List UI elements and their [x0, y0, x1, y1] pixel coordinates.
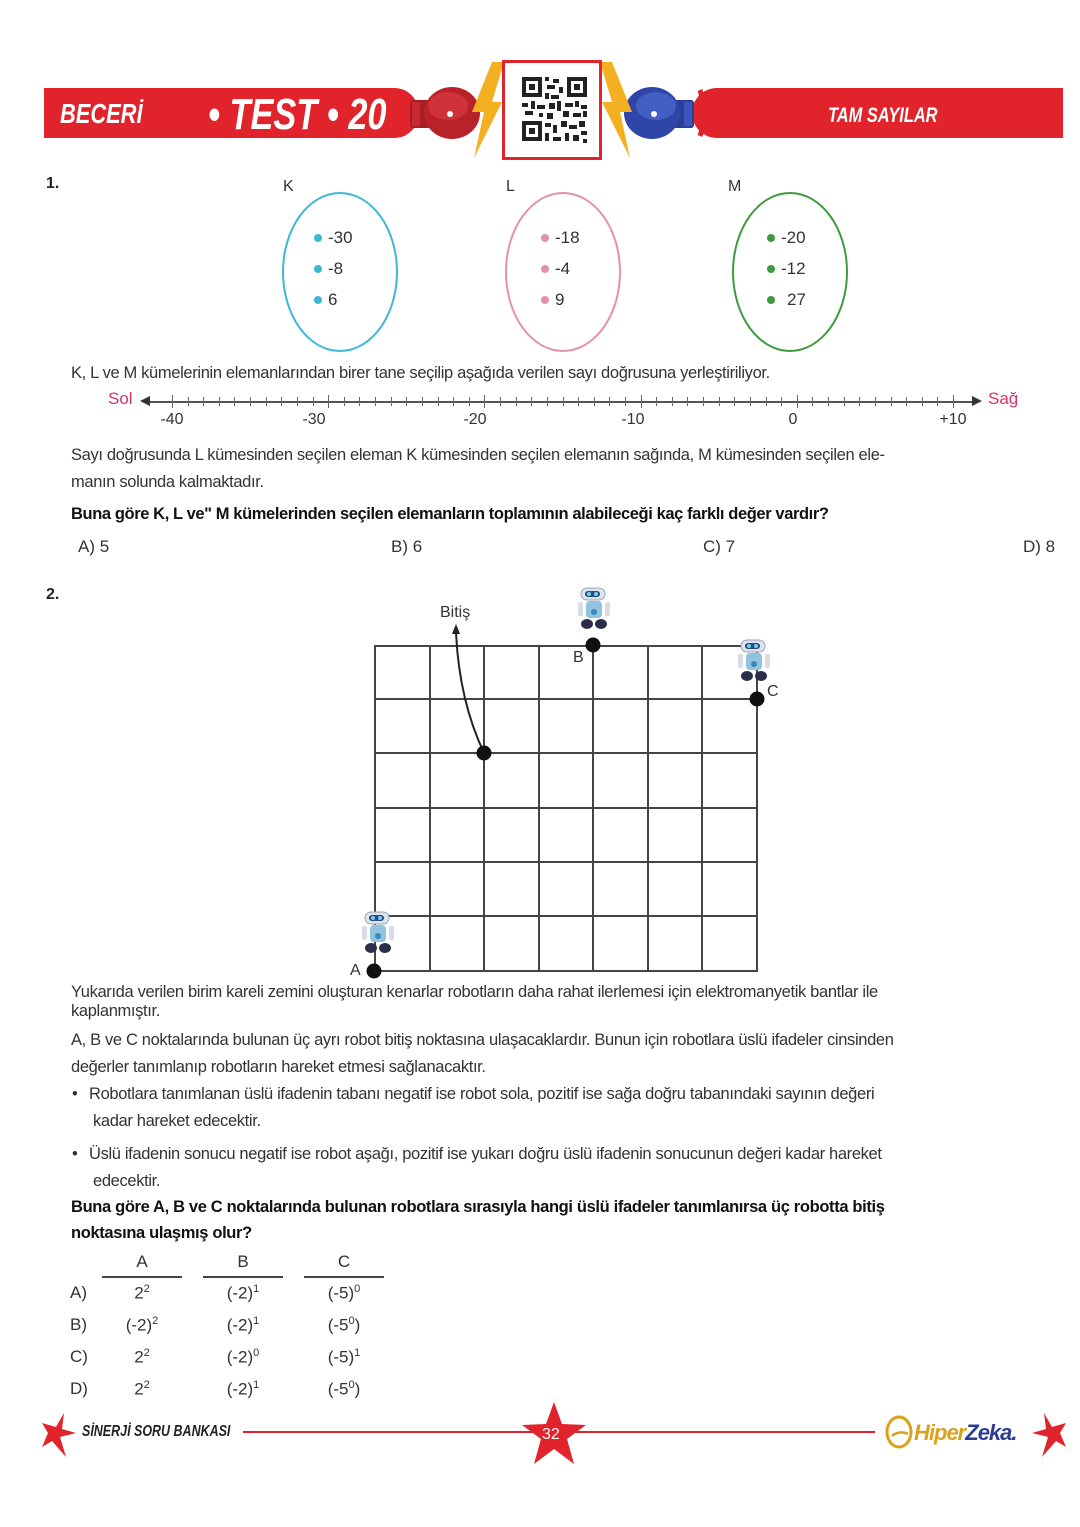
set-l-value: -18: [555, 228, 580, 247]
table-cell: $(-2)^1$: [226, 1315, 260, 1335]
table-rule: [102, 1276, 182, 1278]
topic-label: TAM SAYILAR: [828, 104, 938, 127]
q2-para2-line1: A, B ve C noktalarında bulunan üç ayrı robot bitiş noktasına ulaşacaklardır. Bunun için robotlara üslü ifadeler cinsinden: [71, 1031, 894, 1049]
set-l-item: [541, 259, 570, 279]
q1-condition-line2: manın solunda kalmaktadır.: [71, 473, 264, 491]
tick-label: +10: [939, 411, 967, 428]
answer-option-label[interactable]: B): [70, 1315, 87, 1334]
table-cell: $(-2)^0$: [226, 1347, 260, 1367]
table-rule: [304, 1276, 384, 1278]
bullet-dot-icon: [314, 265, 322, 273]
qr-code[interactable]: [502, 60, 602, 160]
minor-tick: [703, 397, 704, 406]
table-header: B: [237, 1252, 249, 1271]
minor-tick: [719, 397, 720, 406]
q2-bullet2-line2: edecektir.: [93, 1172, 161, 1190]
egg-logo-icon: [884, 1414, 914, 1450]
bullet-dot-icon: [767, 265, 775, 273]
q1-question: Buna göre K, L ve" M kümelerinden seçilen elemanların toplamının alabileceği kaç farklı değer vardır?: [71, 505, 829, 523]
set-m-item: [767, 228, 806, 248]
set-l-item: [541, 228, 580, 248]
set-m-item: [767, 290, 806, 310]
tick-label: -30: [302, 411, 326, 428]
minor-tick: [875, 397, 876, 406]
minor-tick: [266, 397, 267, 406]
minor-tick: [203, 397, 204, 406]
minor-tick: [937, 397, 938, 406]
minor-tick: [234, 397, 235, 406]
minor-tick: [656, 397, 657, 406]
blue-boxing-glove-icon: [622, 82, 706, 144]
minor-tick: [891, 397, 892, 406]
minor-tick: [594, 397, 595, 406]
q1-choice-b[interactable]: B) 6: [391, 537, 423, 556]
table-cell: $(-5)^0$: [327, 1283, 361, 1303]
q2-para1-line1: Yukarıda verilen birim kareli zemini oluşturan kenarlar robotların daha rahat ilerlemesi için elektromanyetik bantlar ile: [71, 983, 878, 1001]
table-rule: [203, 1276, 283, 1278]
minor-tick: [281, 397, 282, 406]
minor-tick: [625, 397, 626, 406]
minor-tick: [781, 397, 782, 406]
table-header: C: [337, 1252, 351, 1271]
minor-tick: [297, 397, 298, 406]
finish-label: Bitiş: [440, 604, 471, 621]
q2-bullet1-line1: Robotlara tanımlanan üslü ifadenin tabanı negatif ise robot sola, pozitif ise sağa doğru tabanındaki sayının değeri: [89, 1085, 875, 1103]
table-cell: $2^2$: [134, 1283, 150, 1303]
point-a: [367, 964, 382, 979]
set-m-value: 27: [787, 290, 806, 309]
tick-label: -20: [463, 411, 487, 428]
minor-tick: [750, 397, 751, 406]
tick-label: -40: [160, 411, 184, 428]
minor-tick: [609, 397, 610, 406]
set-l-value: 9: [555, 290, 565, 309]
brand-logo: [914, 1420, 1017, 1446]
set-k-item: [314, 290, 337, 310]
minor-tick: [687, 397, 688, 406]
answer-option-label[interactable]: A): [70, 1283, 87, 1302]
page-number: 32: [542, 1426, 560, 1443]
number-line: [146, 401, 976, 403]
minor-tick: [391, 397, 392, 406]
qr-code-icon: [505, 63, 599, 157]
finish-arrow-icon: [445, 620, 495, 760]
q1-choice-d[interactable]: D) 8: [1023, 537, 1056, 556]
minor-tick: [313, 397, 314, 406]
number-line-right-label: Sağ: [988, 389, 1019, 408]
q2-bullet1-line2: kadar hareket edecektir.: [93, 1112, 261, 1130]
minor-tick: [438, 397, 439, 406]
q1-choice-a[interactable]: A) 5: [78, 537, 110, 556]
brand-logo-text: Zeka.: [965, 1420, 1017, 1445]
bullet-dot-icon: [314, 296, 322, 304]
major-tick: [797, 395, 798, 408]
minor-tick: [531, 397, 532, 406]
tick-label: -10: [621, 411, 645, 428]
minor-tick: [547, 397, 548, 406]
minor-tick: [344, 397, 345, 406]
minor-tick: [906, 397, 907, 406]
set-m-value: -12: [781, 259, 806, 278]
minor-tick: [359, 397, 360, 406]
point-c-label: C: [767, 683, 779, 700]
minor-tick: [578, 397, 579, 406]
q2-question-line1: Buna göre A, B ve C noktalarında bulunan robotlara sırasıyla hangi üslü ifadeler tanımlanırsa üç robotta bitiş: [71, 1198, 885, 1216]
minor-tick: [922, 397, 923, 406]
bullet-dot-icon: [314, 234, 322, 242]
set-k-label: K: [283, 178, 294, 195]
table-cell: $(-2)^1$: [226, 1379, 260, 1399]
table-header: A: [136, 1252, 148, 1271]
point-a-label: A: [350, 962, 361, 979]
q1-intro: K, L ve M kümelerinin elemanlarından birer tane seçilip aşağıda verilen sayı doğrusuna yerleştiriliyor.: [71, 364, 770, 382]
number-line-left-label: Sol: [108, 389, 133, 408]
lightning-bolt-icon: [470, 62, 504, 158]
set-m-value: -20: [781, 228, 806, 247]
minor-tick: [734, 397, 735, 406]
question-number-1: 1.: [46, 175, 60, 192]
arrow-left-icon: [140, 395, 150, 407]
minor-tick: [219, 397, 220, 406]
q1-condition-line1: Sayı doğrusunda L kümesinden seçilen eleman K kümesinden seçilen elemanın sağında, M kümesinden seçilen ele-: [71, 446, 885, 464]
q2-bullet2-line1: Üslü ifadenin sonucu negatif ise robot aşağı, pozitif ise yukarı doğru üslü ifadenin sonucunun değeri kadar hareket: [89, 1145, 882, 1163]
section-label: BECERİ: [60, 98, 143, 129]
q1-choice-c[interactable]: C) 7: [703, 537, 736, 556]
footer-rule: [575, 1431, 875, 1433]
minor-tick: [375, 397, 376, 406]
minor-tick: [250, 397, 251, 406]
star-icon: [42, 1413, 76, 1457]
minor-tick: [453, 397, 454, 406]
bullet-dot-icon: [541, 265, 549, 273]
major-tick: [953, 395, 954, 408]
table-cell: $(-2)^2$: [125, 1315, 159, 1335]
set-k-value: 6: [328, 290, 338, 309]
major-tick: [172, 395, 173, 408]
minor-tick: [812, 397, 813, 406]
q2-para1-line2: kaplanmıştır.: [71, 1002, 160, 1020]
set-l-item: [541, 290, 564, 310]
set-k-item: [314, 228, 353, 248]
minor-tick: [672, 397, 673, 406]
robot-icon: [576, 586, 612, 632]
set-k-value: -8: [328, 259, 344, 278]
q2-para2-line2: değerler tanımlanıp robotların hareket etmesi sağlanacaktır.: [71, 1058, 486, 1076]
point-b: [586, 638, 601, 653]
minor-tick: [859, 397, 860, 406]
table-cell: $(-5^0)$: [327, 1315, 361, 1335]
point-c: [750, 692, 765, 707]
minor-tick: [500, 397, 501, 406]
bullet-dot-icon: [541, 296, 549, 304]
footer-rule: [243, 1431, 533, 1433]
bullet-dot-icon: [767, 234, 775, 242]
major-tick: [484, 395, 485, 408]
minor-tick: [828, 397, 829, 406]
point-b-label: B: [573, 649, 584, 666]
set-m-label: M: [728, 178, 742, 195]
set-k-item: [314, 259, 343, 279]
robot-icon: [736, 638, 772, 684]
minor-tick: [844, 397, 845, 406]
test-title: • TEST • 20: [208, 90, 387, 139]
table-cell: $(-5)^1$: [327, 1347, 361, 1367]
table-cell: $2^2$: [134, 1347, 150, 1367]
arrow-right-icon: [972, 395, 982, 407]
minor-tick: [422, 397, 423, 406]
set-m-item: [767, 259, 806, 279]
brand-logo-text: Hiper: [914, 1420, 966, 1445]
finish-point: [477, 746, 492, 761]
set-k-value: -30: [328, 228, 353, 247]
bullet-icon: •: [72, 1085, 78, 1103]
table-cell: $2^2$: [134, 1379, 150, 1399]
robot-icon: [360, 910, 396, 956]
question-number-2: 2.: [46, 586, 60, 603]
footer-brand-label: SİNERJİ SORU BANKASI: [82, 1423, 231, 1440]
minor-tick: [188, 397, 189, 406]
star-icon: [1032, 1413, 1066, 1457]
minor-tick: [469, 397, 470, 406]
answer-option-label[interactable]: D): [70, 1379, 88, 1398]
minor-tick: [766, 397, 767, 406]
answer-option-label[interactable]: C): [70, 1347, 88, 1366]
bullet-icon: •: [72, 1145, 78, 1163]
bullet-dot-icon: [767, 296, 775, 304]
set-l-value: -4: [555, 259, 571, 278]
bullet-dot-icon: [541, 234, 549, 242]
table-cell: $(-5^0)$: [327, 1379, 361, 1399]
major-tick: [328, 395, 329, 408]
minor-tick: [516, 397, 517, 406]
table-cell: $(-2)^1$: [226, 1283, 260, 1303]
major-tick: [641, 395, 642, 408]
q2-question-line2: noktasına ulaşmış olur?: [71, 1224, 252, 1242]
minor-tick: [563, 397, 564, 406]
lightning-bolt-icon: [600, 62, 634, 158]
set-l-label: L: [506, 178, 515, 195]
minor-tick: [406, 397, 407, 406]
tick-label: 0: [788, 411, 798, 428]
